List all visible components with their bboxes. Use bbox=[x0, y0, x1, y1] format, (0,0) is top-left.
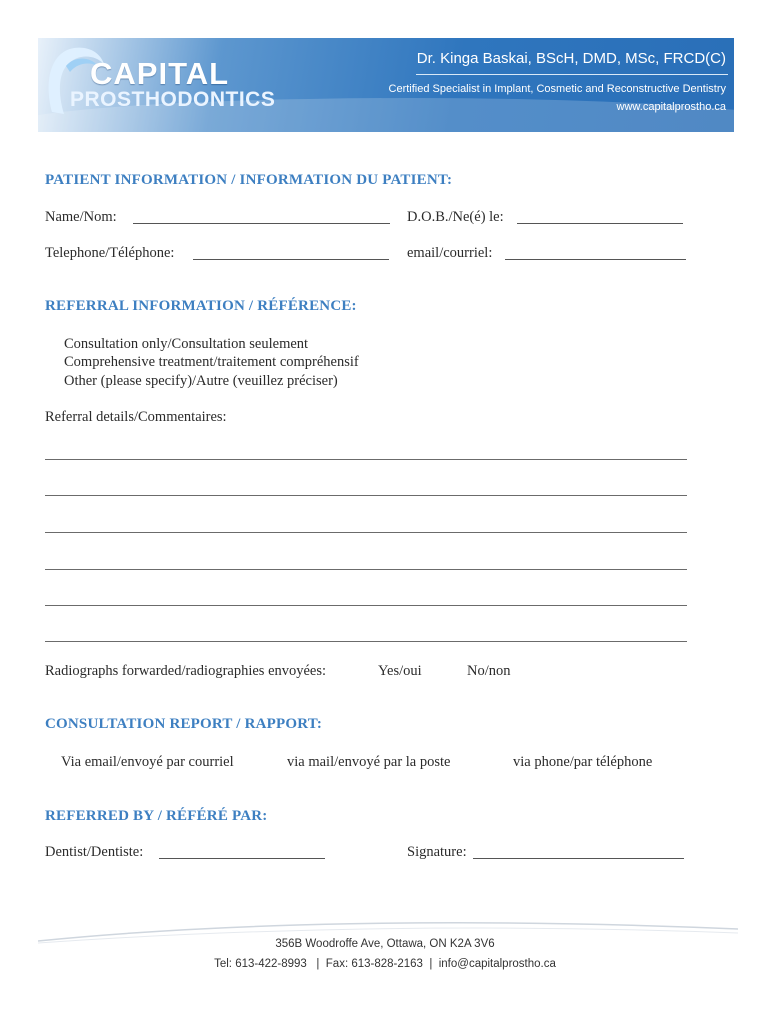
report-option-mail[interactable]: via mail/envoyé par la poste bbox=[287, 754, 451, 770]
patient-info-heading: PATIENT INFORMATION / INFORMATION DU PATIENT: bbox=[45, 172, 453, 188]
radiographs-yes-option[interactable]: Yes/oui bbox=[378, 663, 422, 679]
details-line-2[interactable] bbox=[45, 495, 687, 496]
details-line-3[interactable] bbox=[45, 532, 687, 533]
signature-field[interactable] bbox=[473, 858, 684, 859]
footer-address: 356B Woodroffe Ave, Ottawa, ON K2A 3V6 bbox=[275, 938, 495, 950]
logo-prosthodontics-text: PROSTHODONTICS bbox=[70, 88, 276, 111]
dob-label: D.O.B./Ne(é) le: bbox=[407, 209, 504, 225]
radiographs-no-option[interactable]: No/non bbox=[467, 663, 511, 679]
logo-capital-text: CAPITAL bbox=[90, 56, 230, 91]
email-label: email/courriel: bbox=[407, 245, 493, 261]
phone-field[interactable] bbox=[193, 259, 389, 260]
consultation-report-heading: CONSULTATION REPORT / RAPPORT: bbox=[45, 716, 323, 732]
header-banner bbox=[38, 38, 734, 132]
dentist-label: Dentist/Dentiste: bbox=[45, 844, 144, 860]
phone-label: Telephone/Téléphone: bbox=[45, 245, 175, 261]
report-option-email[interactable]: Via email/envoyé par courriel bbox=[61, 754, 234, 770]
specialty-text: Certified Specialist in Implant, Cosmetic and Reconstructive Dentistry bbox=[388, 83, 726, 95]
footer-contact: Tel: 613-422-8993 | Fax: 613-828-2163 | info@capitalprostho.ca bbox=[214, 958, 556, 970]
details-line-6[interactable] bbox=[45, 641, 687, 642]
referral-option-other[interactable]: Other (please specify)/Autre (veuillez préciser) bbox=[64, 373, 338, 389]
referred-by-heading: REFERRED BY / RÉFÉRÉ PAR: bbox=[45, 808, 268, 824]
referral-heading: REFERRAL INFORMATION / RÉFÉRENCE: bbox=[45, 298, 357, 314]
referral-details-label: Referral details/Commentaires: bbox=[45, 409, 227, 425]
dob-field[interactable] bbox=[517, 223, 683, 224]
name-label: Name/Nom: bbox=[45, 209, 117, 225]
doctor-name: Dr. Kinga Baskai, BScH, DMD, MSc, FRCD(C) bbox=[416, 50, 726, 67]
referral-option-consultation[interactable]: Consultation only/Consultation seulement bbox=[64, 336, 309, 352]
referral-option-comprehensive[interactable]: Comprehensive treatment/traitement compréhensif bbox=[64, 354, 359, 370]
doctor-divider bbox=[416, 74, 728, 75]
details-line-4[interactable] bbox=[45, 569, 687, 570]
email-field[interactable] bbox=[505, 259, 686, 260]
details-line-5[interactable] bbox=[45, 605, 687, 606]
name-field[interactable] bbox=[133, 223, 390, 224]
details-line-1[interactable] bbox=[45, 459, 687, 460]
website-link[interactable]: www.capitalprostho.ca bbox=[616, 101, 726, 113]
report-option-phone[interactable]: via phone/par téléphone bbox=[513, 754, 653, 770]
signature-label: Signature: bbox=[407, 844, 467, 860]
dentist-field[interactable] bbox=[159, 858, 325, 859]
radiographs-label: Radiographs forwarded/radiographies envoyées: bbox=[45, 663, 327, 679]
